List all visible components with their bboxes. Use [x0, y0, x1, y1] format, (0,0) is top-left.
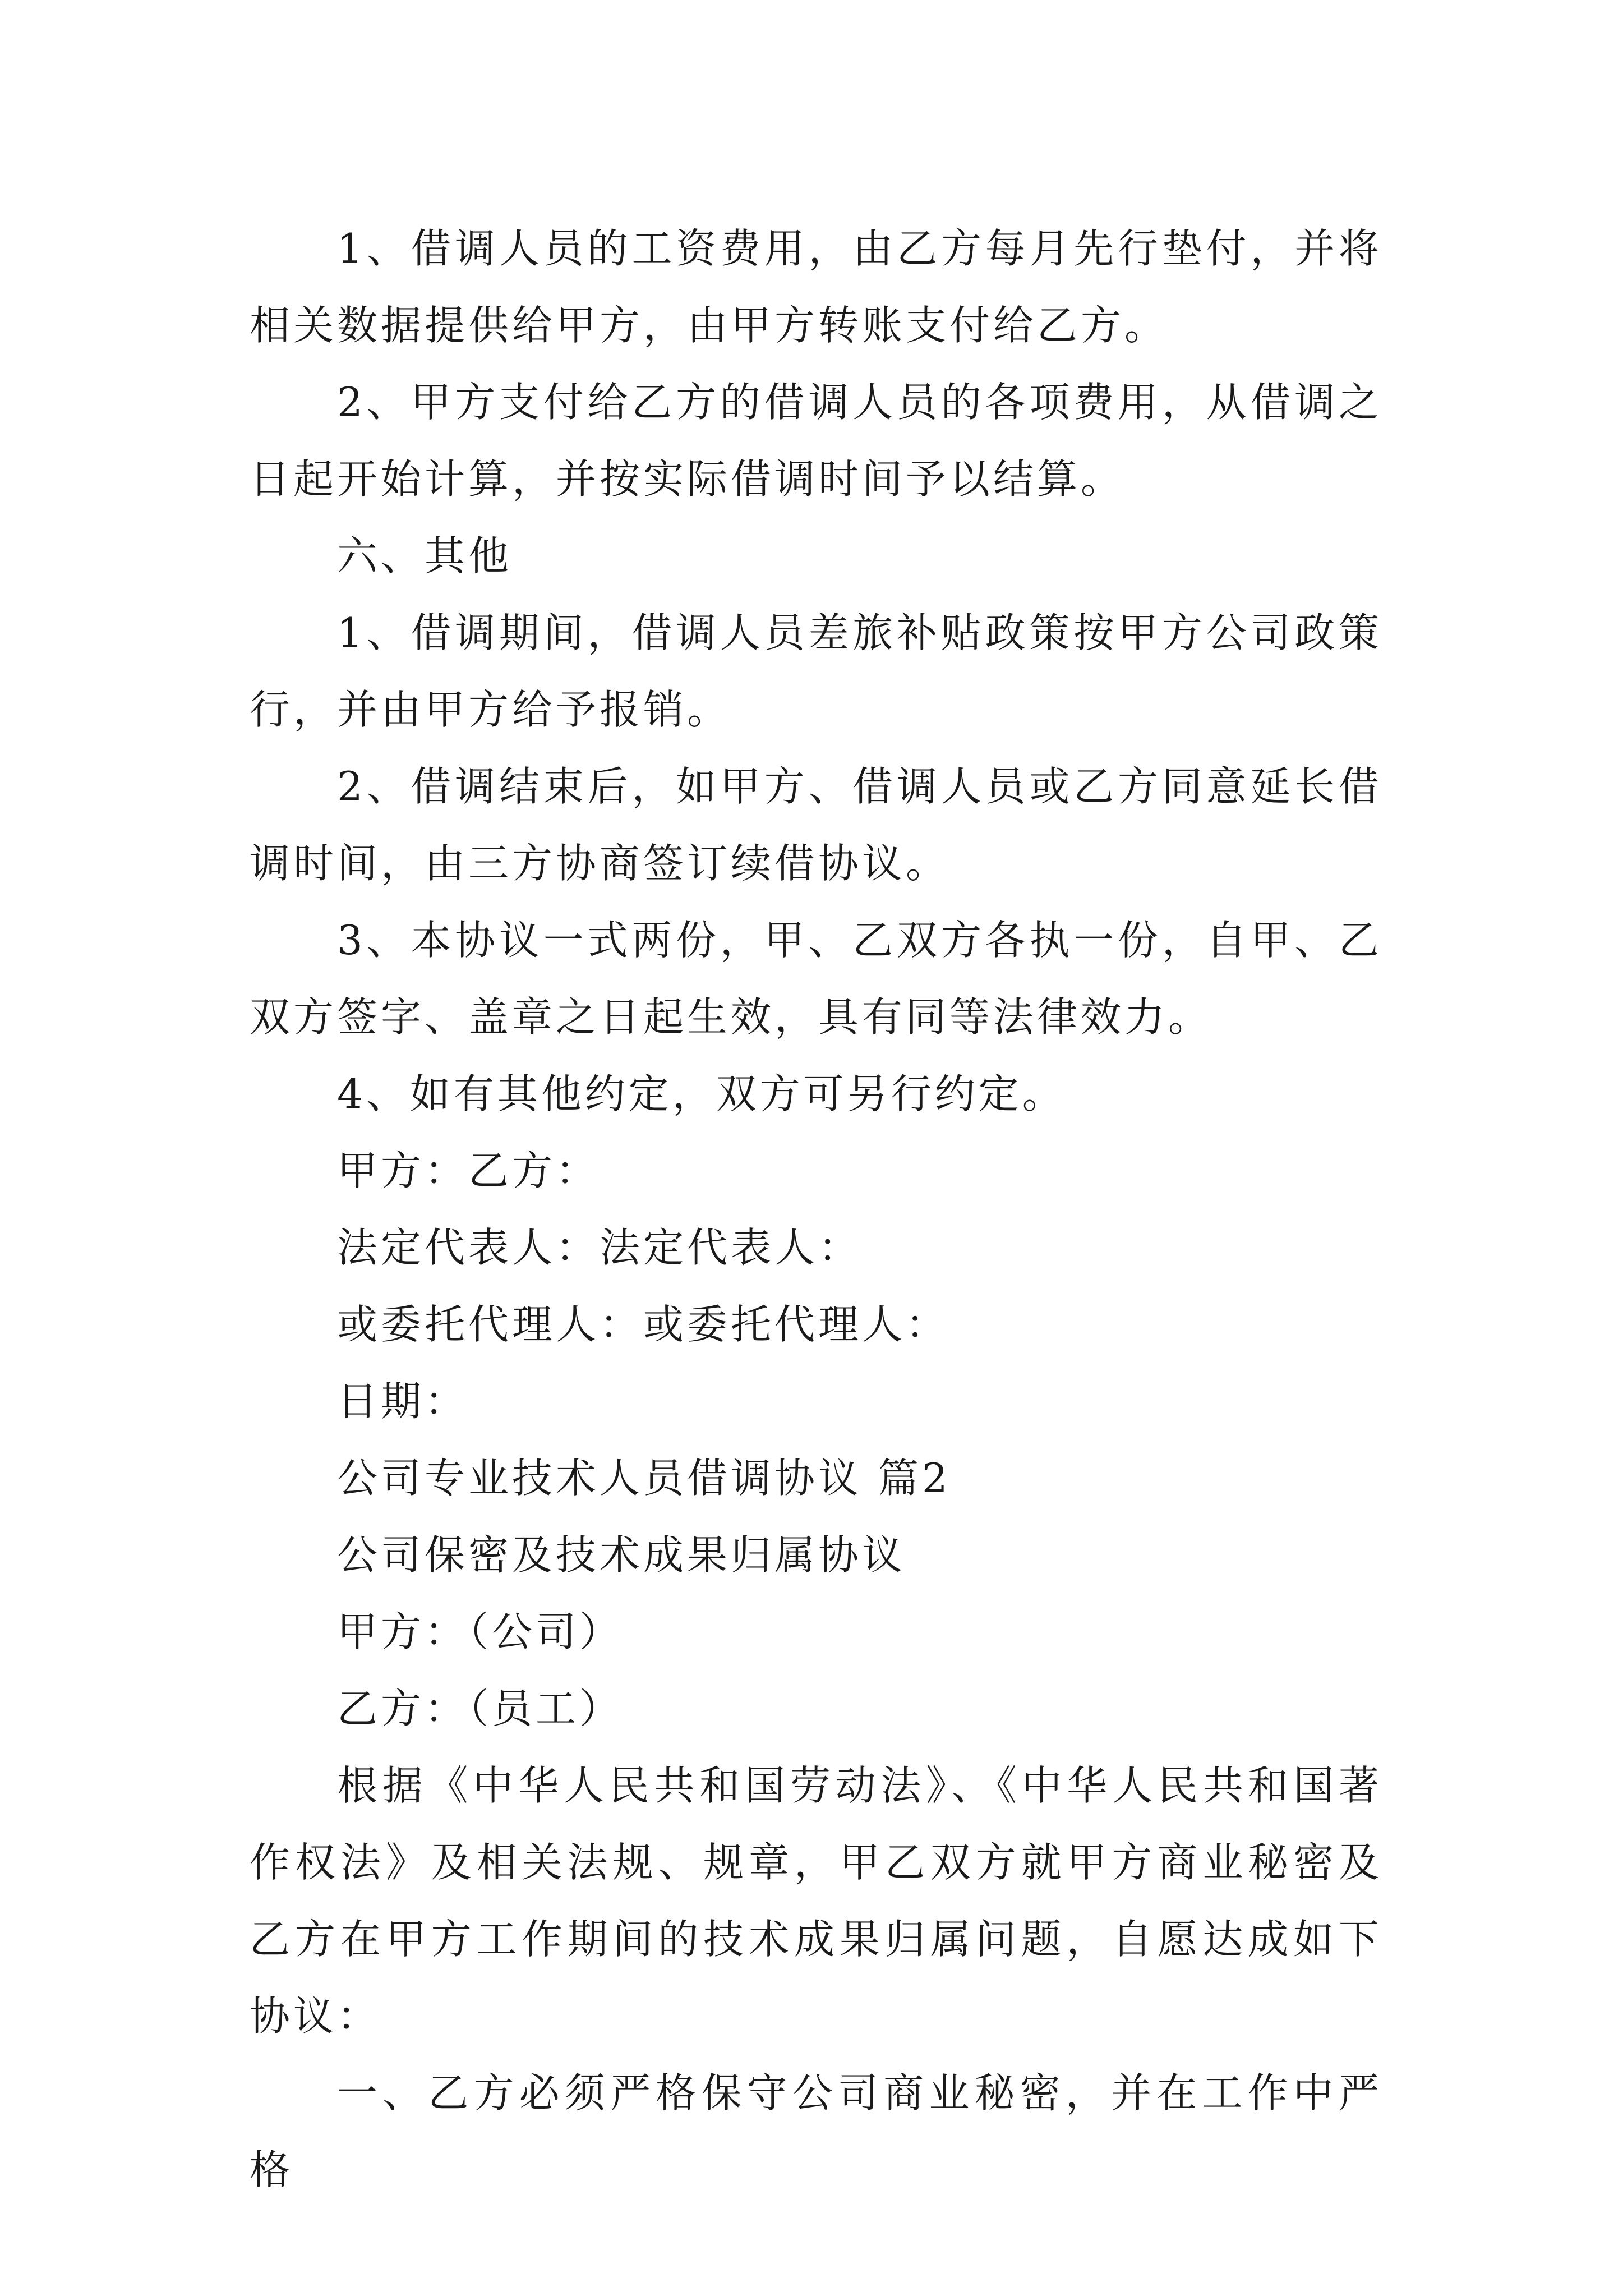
section-heading-other: 六、其他 [337, 532, 513, 579]
paragraph-confidentiality-clause: 一、乙方必须严格保守公司商业秘密，并在工作中严格 [250, 2069, 1382, 2193]
paragraph-salary-advance: 1、借调人员的工资费用，由乙方每月先行垫付，并将相关数据提供给甲方，由甲方转账支付给乙方。 [250, 225, 1382, 349]
signature-date-line: 日期： [337, 1378, 469, 1425]
paragraph-fee-calculation: 2、甲方支付给乙方的借调人员的各项费用，从借调之日起开始计算，并按实际借调时间予以结算。 [250, 379, 1382, 503]
paragraph-other-agreements: 4、如有其他约定，双方可另行约定。 [337, 1070, 1066, 1117]
agreement-title: 公司保密及技术成果归属协议 [337, 1531, 906, 1579]
paragraph-travel-allowance: 1、借调期间，借调人员差旅补贴政策按甲方公司政策行，并由甲方给予报销。 [250, 609, 1382, 733]
article-title-part2: 公司专业技术人员借调协议 篇2 [337, 1455, 951, 1502]
party-b-line: 乙方：（员工） [337, 1685, 624, 1732]
signature-agent-line: 或委托代理人：或委托代理人： [337, 1301, 950, 1348]
document-body [250, 210, 1382, 2208]
paragraph-copies-validity: 3、本协议一式两份，甲、乙双方各执一份，自甲、乙双方签字、盖章之日起生效，具有同等法律效力。 [250, 917, 1382, 1041]
paragraph-legal-basis: 根据《中华人民共和国劳动法》、《中华人民共和国著作权法》及相关法规、规章，甲乙双方就甲方商业秘密及乙方在甲方工作期间的技术成果归属问题，自愿达成如下协议： [250, 1762, 1382, 2040]
signature-parties-line: 甲方：乙方： [337, 1147, 600, 1194]
paragraph-extension: 2、借调结束后，如甲方、借调人员或乙方同意延长借调时间，由三方协商签订续借协议。 [250, 763, 1382, 887]
signature-legal-rep-line: 法定代表人：法定代表人： [337, 1224, 863, 1271]
party-a-line: 甲方：（公司） [337, 1608, 624, 1655]
